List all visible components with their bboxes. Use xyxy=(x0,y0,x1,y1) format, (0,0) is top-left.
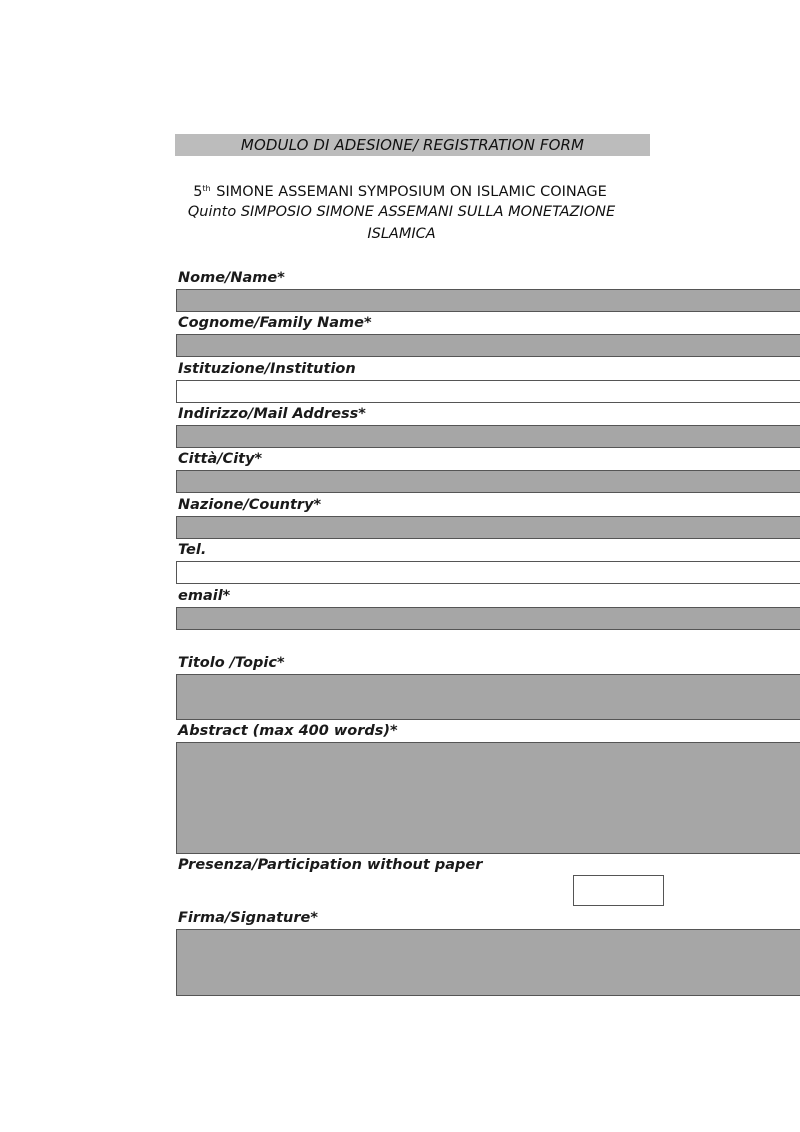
address-field[interactable] xyxy=(176,425,800,448)
signature-field[interactable] xyxy=(176,929,800,996)
symposium-title-en-text: SIMONE ASSEMANI SYMPOSIUM ON ISLAMIC COINAGE xyxy=(216,184,607,200)
name-label: Nome/Name* xyxy=(178,270,285,286)
ordinal-number: 5 xyxy=(193,184,203,200)
family-name-field[interactable] xyxy=(176,334,800,357)
name-field[interactable] xyxy=(176,289,800,312)
form-header: MODULO DI ADESIONE/ REGISTRATION FORM xyxy=(175,134,650,156)
address-label: Indirizzo/Mail Address* xyxy=(178,406,366,422)
city-label: Città/City* xyxy=(178,451,263,467)
topic-field[interactable] xyxy=(176,674,800,720)
abstract-label: Abstract (max 400 words)* xyxy=(178,723,398,739)
email-label: email* xyxy=(178,588,231,604)
family-name-label: Cognome/Family Name* xyxy=(178,315,372,331)
topic-label: Titolo /Topic* xyxy=(178,655,285,671)
ordinal-suffix: th xyxy=(202,184,211,193)
country-label: Nazione/Country* xyxy=(178,497,322,513)
participation-label: Presenza/Participation without paper xyxy=(178,857,483,873)
tel-label: Tel. xyxy=(178,542,207,558)
city-field[interactable] xyxy=(176,470,800,493)
participation-checkbox[interactable] xyxy=(573,875,664,906)
symposium-title-en xyxy=(0,179,800,202)
signature-label: Firma/Signature* xyxy=(178,910,318,926)
email-field[interactable] xyxy=(176,607,800,630)
abstract-field[interactable] xyxy=(176,742,800,854)
country-field[interactable] xyxy=(176,516,800,539)
institution-label: Istituzione/Institution xyxy=(178,361,356,377)
symposium-title-it: Quinto SIMPOSIO SIMONE ASSEMANI SULLA MONETAZIONE ISLAMICA xyxy=(187,204,616,242)
tel-field[interactable] xyxy=(176,561,800,584)
institution-field[interactable] xyxy=(176,380,800,403)
